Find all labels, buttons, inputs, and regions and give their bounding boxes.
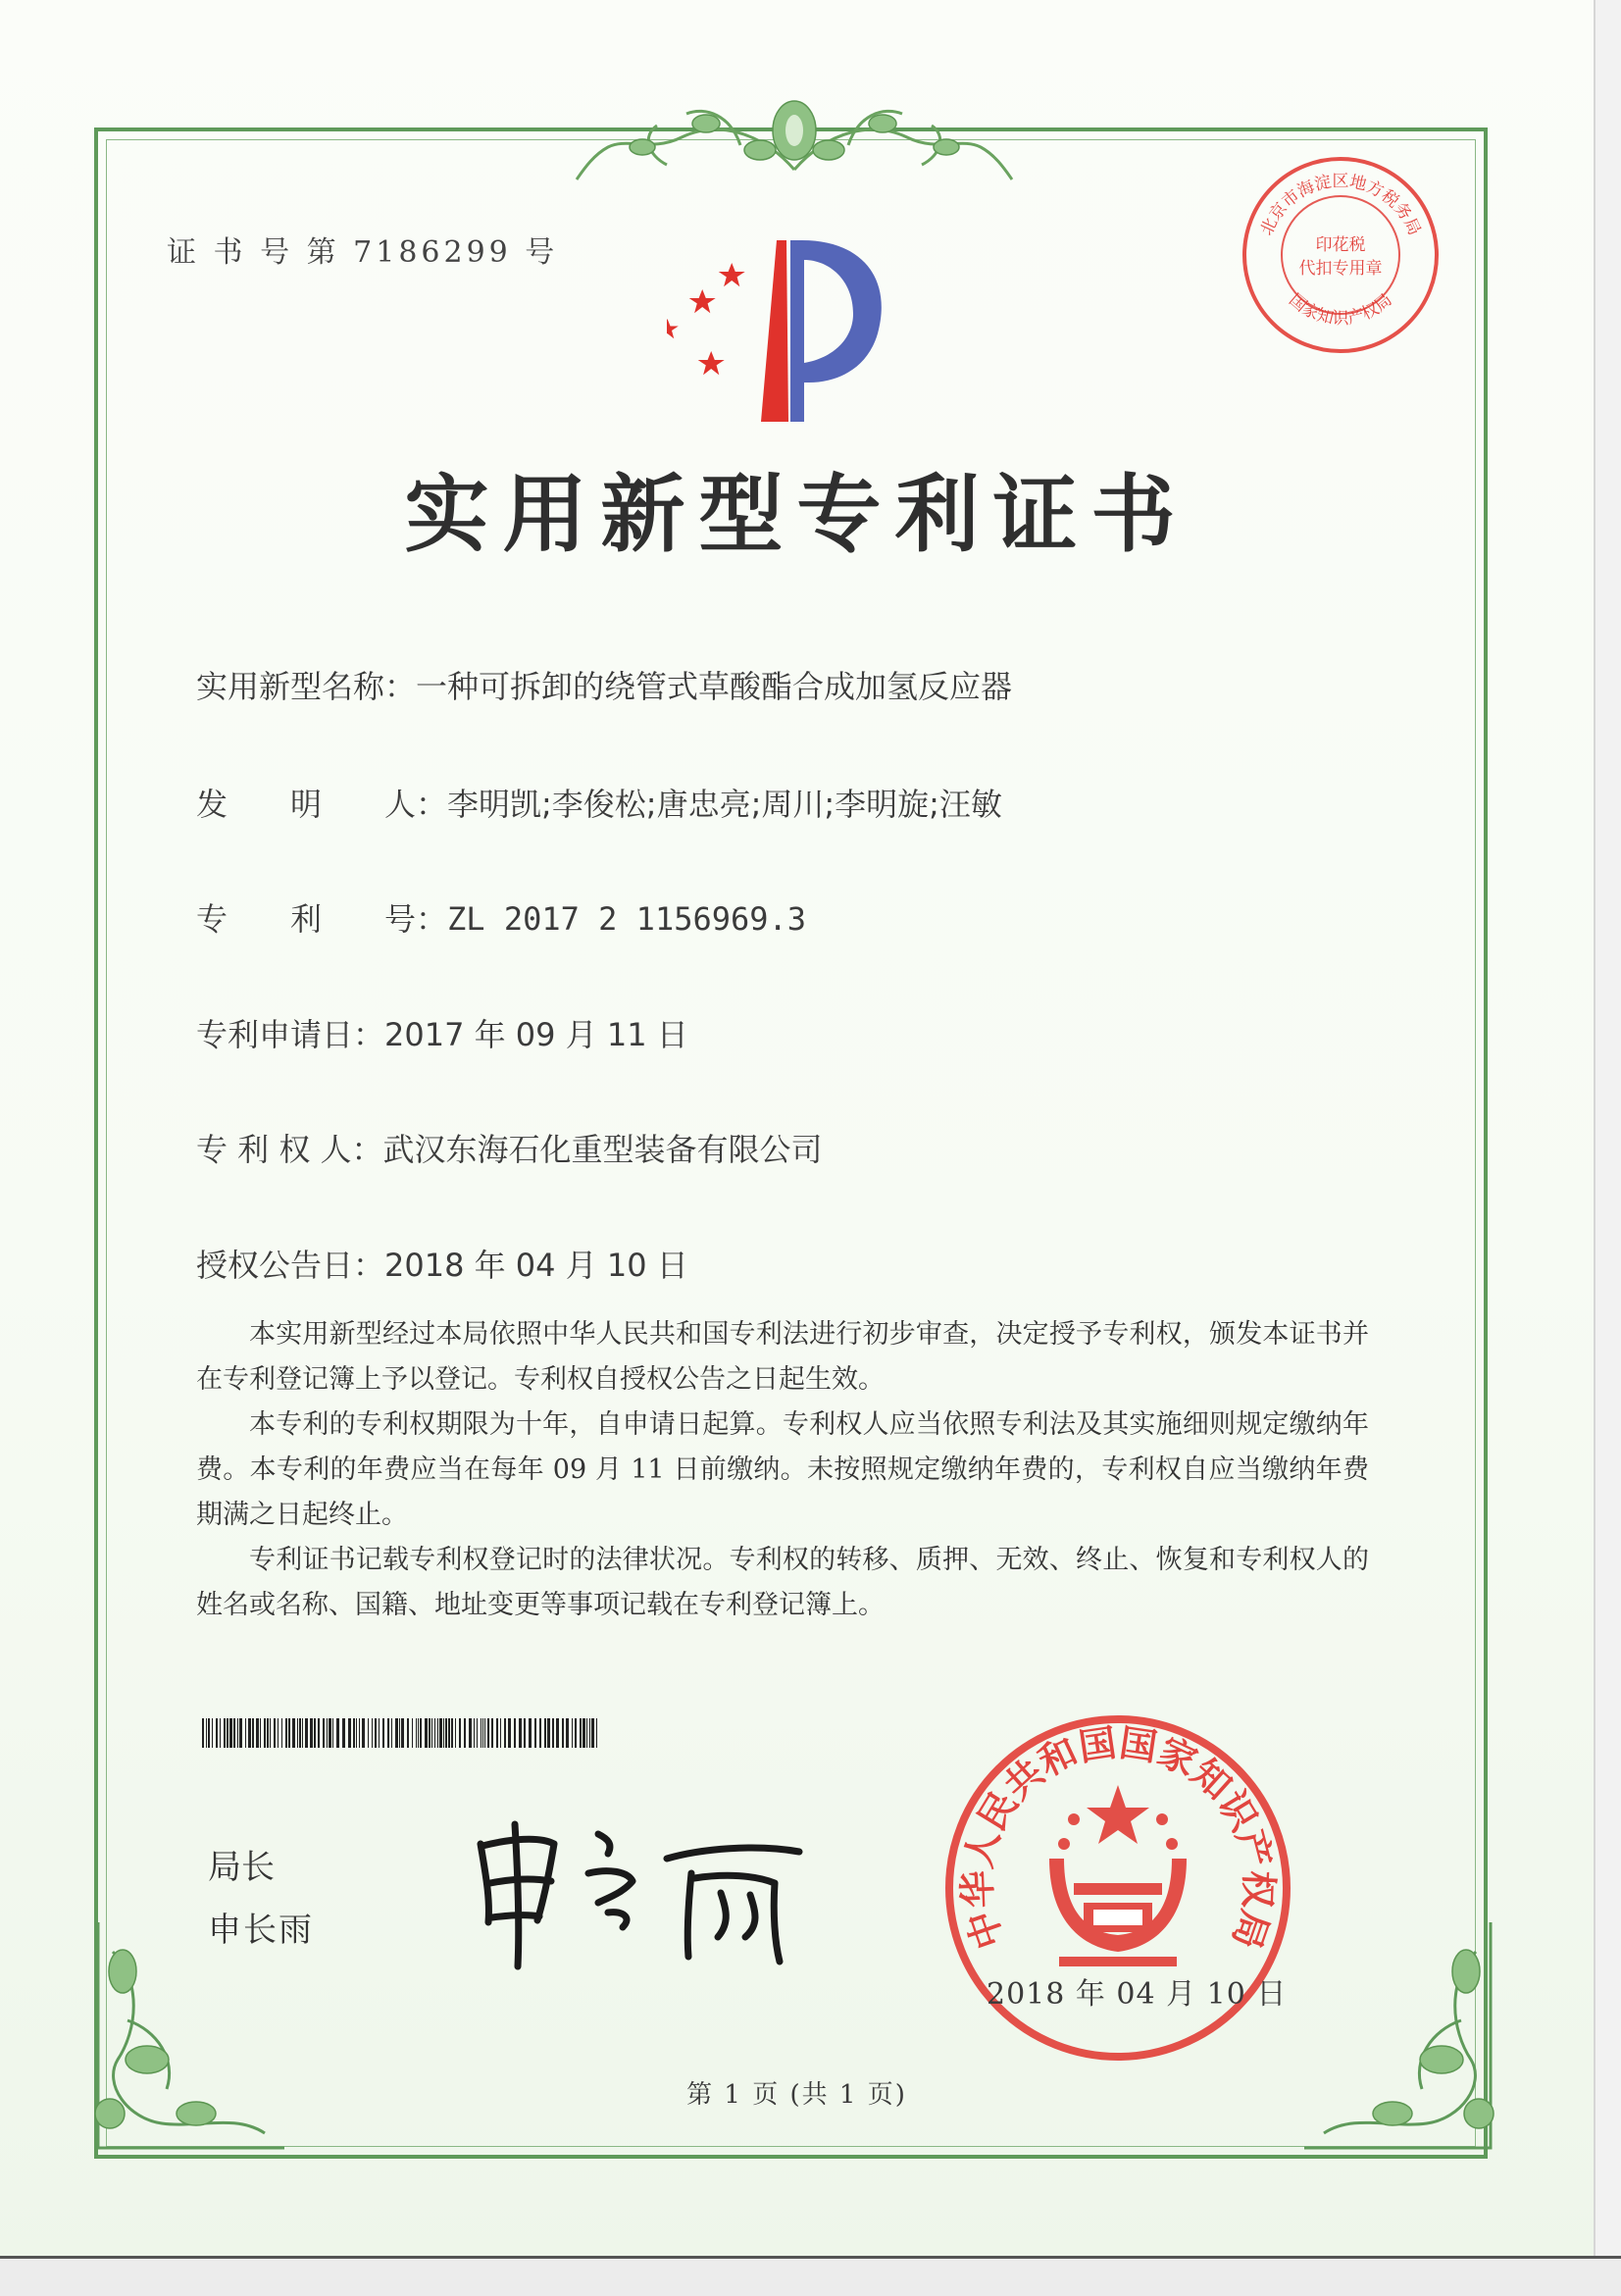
tax-stamp-bottom-text: 国家知识产权局: [1285, 289, 1396, 330]
director-title: 局长: [208, 1848, 275, 1887]
barcode-bar: [431, 1718, 432, 1748]
tax-stamp: [1238, 152, 1444, 358]
barcode-bar: [596, 1718, 597, 1748]
barcode-bar: [504, 1718, 506, 1748]
field-patent-number: [196, 894, 806, 940]
tax-stamp-line2: 代扣专用章: [1298, 259, 1383, 279]
svg-text:国家知识产权局: [1285, 290, 1395, 329]
bottom-right-ornament: [1294, 1913, 1520, 2158]
barcode-bar: [375, 1718, 377, 1748]
top-ornament: [549, 77, 1039, 184]
barcode-bar: [239, 1718, 242, 1748]
barcode-bar: [443, 1718, 444, 1748]
barcode-bar: [519, 1718, 522, 1748]
field-label: 专利申请日：: [196, 1016, 385, 1053]
body-paragraph: 本专利的专利权期限为十年，自申请日起算。专利权人应当依照专利法及其实施细则规定缴纳年费。本专利的年费应当在每年 09 月 11 日前缴纳。未按照规定缴纳年费的，专利权自应当缴纳年费期满之日起终止。: [196, 1409, 1369, 1530]
field-utility-model-name: [196, 662, 1012, 707]
barcode-bar: [305, 1718, 308, 1748]
barcode-bar: [329, 1718, 331, 1748]
barcode-bar: [401, 1718, 404, 1748]
body-paragraph: 本实用新型经过本局依照中华人民共和国专利法进行初步审查，决定授予专利权，颁发本证书并在专利登记簿上予以登记。专利权自授权公告之日起生效。: [196, 1319, 1369, 1395]
scan-edge-right: [1594, 0, 1621, 2293]
barcode-bar: [252, 1718, 254, 1748]
barcode-bar: [359, 1718, 360, 1748]
barcode-bar: [477, 1718, 478, 1748]
barcode-bar: [572, 1718, 573, 1748]
barcode-bar: [399, 1718, 400, 1748]
barcode-bar: [547, 1718, 550, 1748]
barcode-bar: [248, 1718, 251, 1748]
barcode-bar: [484, 1718, 485, 1748]
barcode-bar: [566, 1718, 569, 1748]
barcode-bar: [267, 1718, 269, 1748]
barcode-bar: [556, 1718, 559, 1748]
barcode-bar: [591, 1718, 594, 1748]
barcode-bar: [439, 1718, 442, 1748]
barcode-bar: [544, 1718, 546, 1748]
field-label: 专 利 号：: [196, 900, 448, 938]
barcode-bar: [292, 1718, 295, 1748]
director-signature: [461, 1805, 814, 1971]
scan-edge-bottom: [0, 2256, 1621, 2296]
barcode-bar: [299, 1718, 301, 1748]
barcode-bar: [227, 1718, 228, 1748]
body-paragraph: 专利证书记载专利权登记时的法律状况。专利权的转移、质押、无效、终止、恢复和专利权人的姓名或名称、国籍、地址变更等事项记载在专利登记簿上。: [196, 1545, 1369, 1620]
barcode-bar: [534, 1718, 536, 1748]
barcode-bar: [212, 1718, 213, 1748]
barcode-bar: [395, 1718, 398, 1748]
barcode-bar: [418, 1718, 419, 1748]
field-label: 授权公告日：: [196, 1247, 385, 1284]
director-name: 申长雨: [208, 1911, 314, 1950]
barcode-bar: [216, 1718, 218, 1748]
barcode-bar: [278, 1718, 279, 1748]
barcode-bar: [353, 1718, 355, 1748]
barcode-bar: [382, 1718, 384, 1748]
barcode-bar: [420, 1718, 422, 1748]
barcode-bar: [281, 1718, 282, 1748]
barcode-bar: [529, 1718, 532, 1748]
certificate-body: [196, 1312, 1369, 1628]
field-grant-date: [196, 1241, 688, 1286]
field-value: 2018 年 04 月 10 日: [384, 1247, 688, 1284]
svg-text:北京市海淀区地方税务局: [1257, 172, 1424, 238]
barcode-bar: [455, 1718, 456, 1748]
field-value: 武汉东海石化重型装备有限公司: [382, 1131, 823, 1168]
seal-date: 2018 年 04 月 10 日: [987, 1977, 1288, 2012]
barcode-bar: [202, 1718, 204, 1748]
barcode-bar: [416, 1718, 417, 1748]
barcode-bar: [491, 1718, 493, 1748]
barcode-bar: [256, 1718, 259, 1748]
tax-stamp-outer-text: 北京市海淀区地方税务局: [1256, 172, 1425, 239]
barcode-bar: [318, 1718, 320, 1748]
barcode-bar: [229, 1718, 232, 1748]
certificate-title: 实用新型专利证书: [404, 465, 1190, 564]
barcode-bar: [314, 1718, 316, 1748]
barcode-bar: [552, 1718, 554, 1748]
barcode-bar: [310, 1718, 313, 1748]
barcode-bar: [224, 1718, 226, 1748]
barcode-bar: [437, 1718, 438, 1748]
barcode-bar: [500, 1718, 501, 1748]
barcode-bar: [323, 1718, 325, 1748]
barcode-bar: [245, 1718, 246, 1748]
barcode-bar: [327, 1718, 328, 1748]
barcode-bar: [575, 1718, 577, 1748]
barcode-bar: [445, 1718, 447, 1748]
barcode-bar: [412, 1718, 413, 1748]
barcode-bar: [451, 1718, 453, 1748]
barcode-bar: [220, 1718, 221, 1748]
barcode-bar: [237, 1718, 238, 1748]
field-patentee: [196, 1125, 823, 1170]
field-label: 专 利 权 人：: [196, 1131, 383, 1168]
barcode-bar: [379, 1718, 380, 1748]
patent-office-logo: [667, 235, 922, 432]
barcode-bar: [270, 1718, 271, 1748]
barcode-bar: [391, 1718, 392, 1748]
barcode-bar: [288, 1718, 290, 1748]
barcode-bar: [425, 1718, 428, 1748]
barcode-bar: [586, 1718, 587, 1748]
barcode-bar: [482, 1718, 483, 1748]
certificate-number: 证 书 号 第 7186299 号: [167, 235, 559, 270]
barcode-bar: [362, 1718, 365, 1748]
field-value: ZL 2017 2 1156969.3: [447, 900, 807, 938]
barcode-bar: [336, 1718, 339, 1748]
barcode-bar: [434, 1718, 435, 1748]
field-label: 发 明 人：: [196, 786, 448, 823]
barcode-bar: [348, 1718, 351, 1748]
barcode-bar: [302, 1718, 303, 1748]
barcode: [202, 1718, 604, 1748]
barcode-bar: [342, 1718, 345, 1748]
field-value: 一种可拆卸的绕管式草酸酯合成加氢反应器: [416, 668, 1013, 705]
barcode-bar: [448, 1718, 450, 1748]
barcode-bar: [580, 1718, 582, 1748]
field-label: 实用新型名称：: [196, 668, 417, 705]
barcode-bar: [332, 1718, 333, 1748]
barcode-bar: [264, 1718, 266, 1748]
field-value: 李明凯;李俊松;唐忠亮;周川;李明旋;汪敏: [447, 786, 1002, 823]
barcode-bar: [514, 1718, 516, 1748]
barcode-bar: [285, 1718, 287, 1748]
barcode-bar: [524, 1718, 526, 1748]
barcode-bar: [474, 1718, 475, 1748]
barcode-bar: [429, 1718, 431, 1748]
barcode-bar: [469, 1718, 472, 1748]
barcode-bar: [496, 1718, 498, 1748]
barcode-bar: [583, 1718, 585, 1748]
barcode-bar: [407, 1718, 409, 1748]
barcode-bar: [372, 1718, 373, 1748]
barcode-bar: [356, 1718, 357, 1748]
barcode-bar: [459, 1718, 461, 1748]
barcode-bar: [274, 1718, 276, 1748]
barcode-bar: [464, 1718, 466, 1748]
field-inventors: [196, 780, 1002, 825]
barcode-bar: [233, 1718, 235, 1748]
field-application-date: [196, 1010, 688, 1055]
field-value: 2017 年 09 月 11 日: [384, 1016, 688, 1053]
barcode-bar: [508, 1718, 511, 1748]
barcode-bar: [589, 1718, 590, 1748]
barcode-bar: [297, 1718, 298, 1748]
page-number: 第 1 页 (共 1 页): [686, 2080, 907, 2110]
barcode-bar: [260, 1718, 261, 1748]
barcode-bar: [539, 1718, 541, 1748]
seal-text: 中华人民共和国国家知识产权局: [954, 1719, 1282, 1955]
barcode-bar: [368, 1718, 369, 1748]
barcode-bar: [562, 1718, 564, 1748]
tax-stamp-line1: 印花税: [1315, 235, 1366, 255]
barcode-bar: [206, 1718, 207, 1748]
barcode-bar: [208, 1718, 210, 1748]
barcode-bar: [487, 1718, 489, 1748]
barcode-bar: [387, 1718, 389, 1748]
